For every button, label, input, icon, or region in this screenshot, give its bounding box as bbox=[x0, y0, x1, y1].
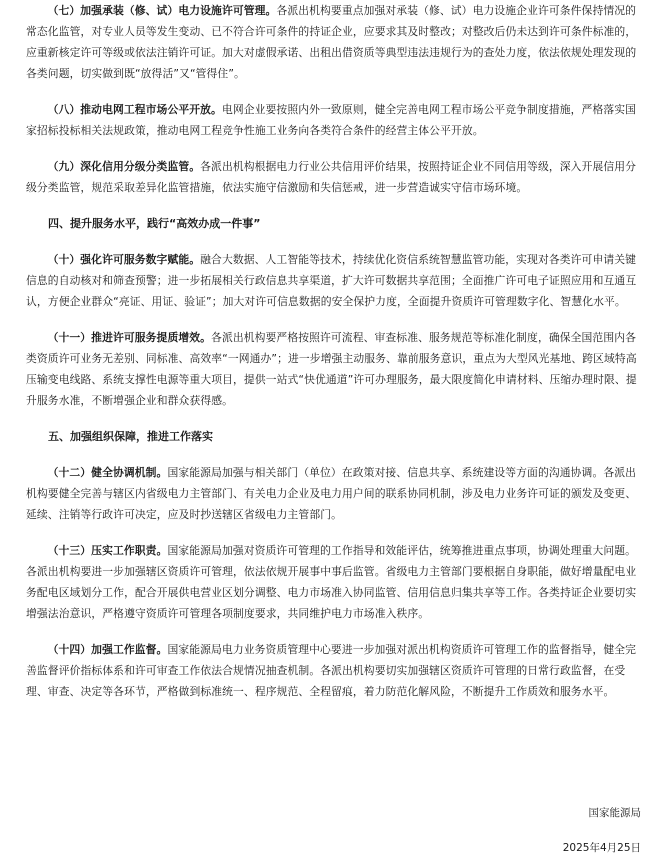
signature-organization: 国家能源局 bbox=[588, 807, 641, 819]
paragraph-heading: （十一）推进许可服务提质增效。 bbox=[47, 331, 212, 344]
section-heading-5: 五、加强组织保障，推进工作落实 bbox=[48, 430, 213, 443]
paragraph-heading: （八）推动电网工程市场公平开放。 bbox=[47, 103, 222, 116]
paragraph-body: 各派出机构要重点加强对承装（修、试）电力设施企业许可条件保持情况的常态化监管，对专业人员等发生变动、已不符合许可条件的持证企业，应要求其及时整改；对整改后仍未达到许可条件标准的，应重新核定许可等级或依法注销许可证。加大对虚假承诺、出租出借资质等典型违法违规行为的查处力度，依法依规处理发现的各类问题，切实做到既“放得活”又“管得住”。 bbox=[26, 4, 637, 80]
paragraph-body: 国家能源局加强与相关部门（单位）在政策对接、信息共享、系统建设等方面的沟通协调。各派出机构要健全完善与辖区内省级电力主管部门、有关电力企业及电力用户间的联系协同机制，涉及电力业务许可证的颁发及变更、延续、注销等行政许可决定，应及时抄送辖区省级电力主管部门。 bbox=[26, 466, 637, 521]
paragraph-heading: （九）深化信用分级分类监管。 bbox=[47, 160, 201, 173]
paragraph-12 bbox=[26, 462, 641, 525]
paragraph-7 bbox=[26, 0, 641, 84]
paragraph-heading: （十二）健全协调机制。 bbox=[47, 466, 168, 479]
paragraph-body: 国家能源局电力业务资质管理中心要进一步加强对派出机构资质许可管理工作的监督指导，健全完善监督评价指标体系和许可审查工作依法合规情况抽查机制。各派出机构要切实加强辖区资质许可管理的日常行政监督，在受理、审查、决定等各环节，严格做到标准统一、程序规范、全程留痕，着力防范化解风险，不断提升工作质效和服务水平。 bbox=[26, 643, 637, 698]
paragraph-10 bbox=[26, 249, 641, 312]
paragraph-13 bbox=[26, 540, 641, 624]
section-heading-4: 四、提升服务水平，践行“高效办成一件事” bbox=[48, 217, 261, 230]
paragraph-heading: （十四）加强工作监督。 bbox=[47, 643, 168, 656]
paragraph-14 bbox=[26, 639, 641, 702]
signature-date: 2025年4月25日 bbox=[562, 842, 641, 854]
paragraph-heading: （十三）压实工作职责。 bbox=[47, 544, 168, 557]
paragraph-heading: （七）加强承装（修、试）电力设施许可管理。 bbox=[47, 4, 277, 17]
paragraph-11 bbox=[26, 327, 641, 411]
paragraph-8 bbox=[26, 99, 641, 141]
paragraph-body: 各派出机构根据电力行业公共信用评价结果，按照持证企业不同信用等级，深入开展信用分级分类监管，规范采取差异化监管措施，依法实施守信激励和失信惩戒，进一步营造诚实守信市场环境。 bbox=[26, 160, 637, 194]
paragraph-heading: （十）强化许可服务数字赋能。 bbox=[47, 253, 201, 266]
paragraph-9 bbox=[26, 156, 641, 198]
paragraph-body: 各派出机构要严格按照许可流程、审查标准、服务规范等标准化制度，确保全国范围内各类资质许可业务无差别、同标准、高效率“一网通办”；进一步增强主动服务、靠前服务意识，重点为大型风光基地、跨区域特高压输变电线路、系统支撑性电源等重大项目，提供一站式“快优通道”许可办理服务，最大限度简化申请材料、压缩办理时限、提升服务水准，不断增强企业和群众获得感。 bbox=[26, 331, 637, 407]
paragraph-body: 融合大数据、人工智能等技术，持续优化资信系统智慧监管功能，实现对各类许可申请关键信息的自动核对和筛查预警；进一步拓展相关行政信息共享渠道，扩大许可数据共享范围；全面推广许可电子证照应用和互通互认，方便企业群众“亮证、用证、验证”；加大对许可信息数据的安全保护力度，全面提升资质许可管理数字化、智慧化水平。 bbox=[26, 253, 637, 308]
paragraph-body: 电网企业要按照内外一致原则，健全完善电网工程市场公平竞争制度措施，严格落实国家招标投标相关法规政策，推动电网工程竞争性施工业务向各类符合条件的经营主体公平开放。 bbox=[26, 103, 637, 137]
paragraph-body: 国家能源局加强对资质许可管理的工作指导和效能评估，统筹推进重点事项，协调处理重大问题。各派出机构要进一步加强辖区资质许可管理，依法依规开展事中事后监管。省级电力主管部门要根据自身职能，做好增量配电业务配电区域划分工作，配合开展供电营业区划分调整、电力市场准入协同监管、信用信息归集共享等工作。各类持证企业要切实增强法治意识，严格遵守资质许可管理各项制度要求，共同维护电力市场准入秩序。 bbox=[26, 544, 637, 620]
